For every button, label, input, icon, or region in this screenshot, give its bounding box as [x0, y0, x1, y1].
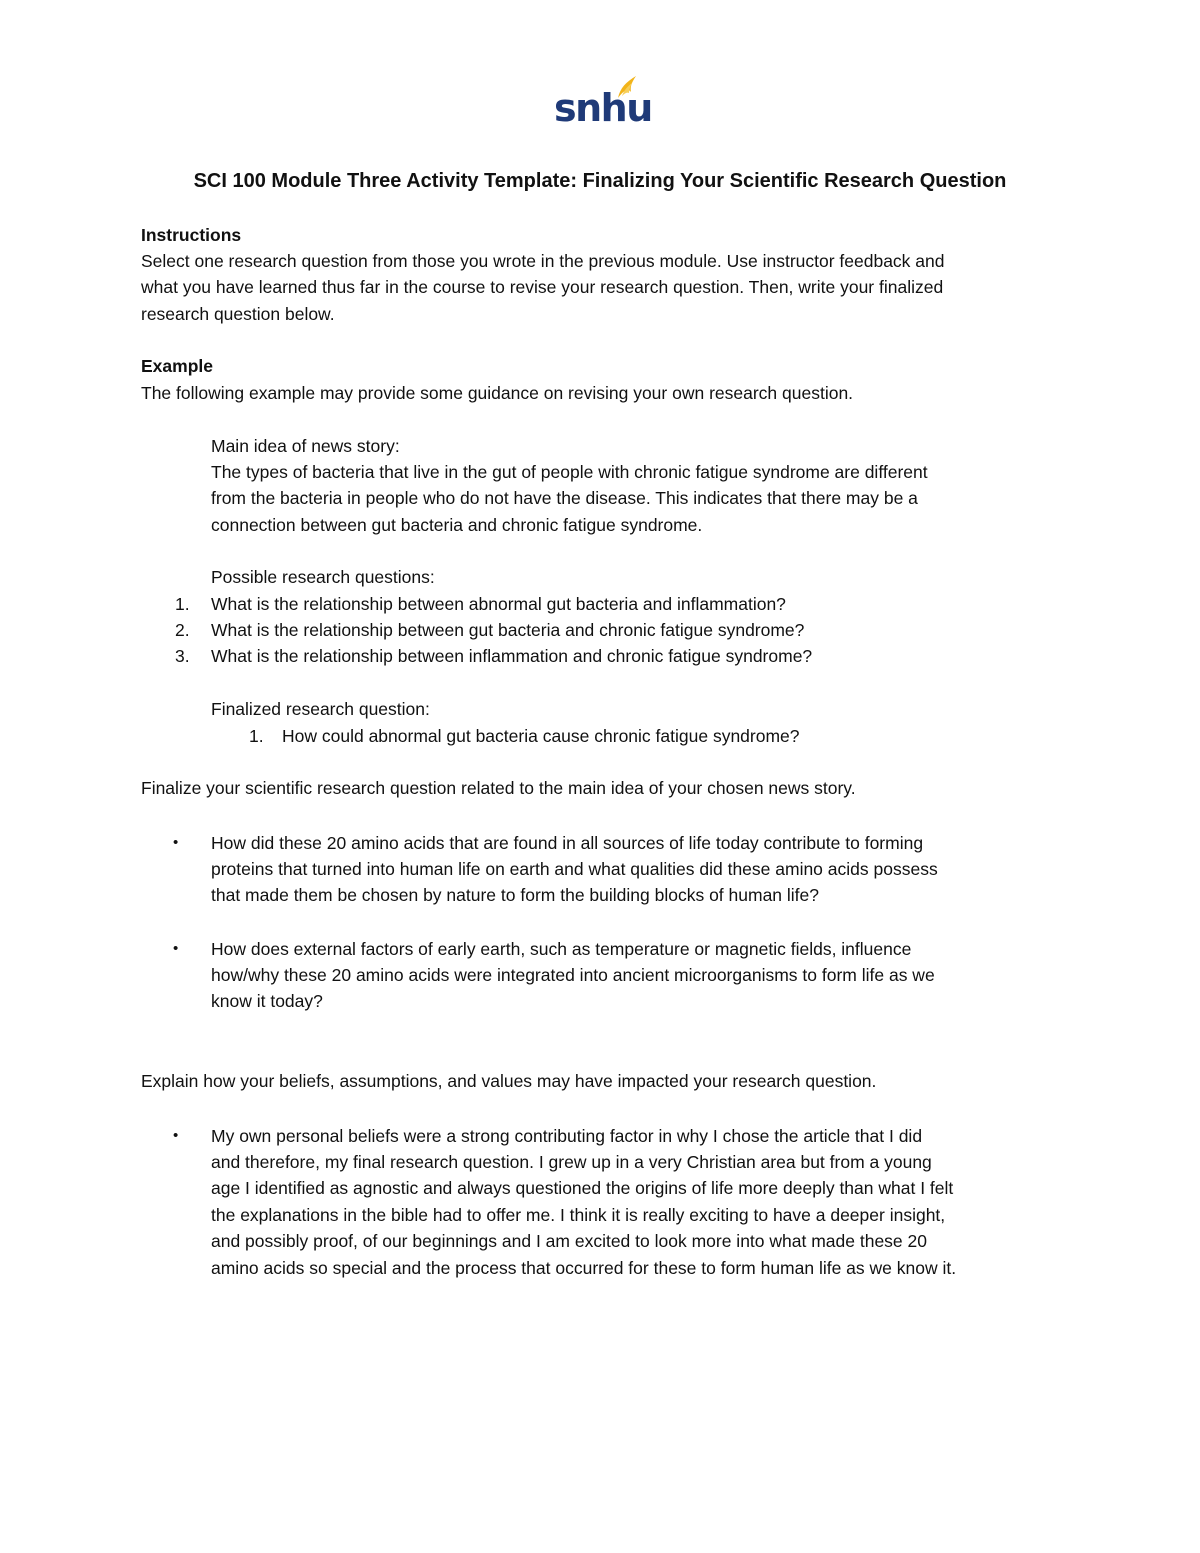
list-number: 2.: [175, 620, 190, 640]
list-number: 1.: [249, 726, 264, 746]
finalize-prompt: Finalize your scientific research question related to the main idea of your chosen news story.: [141, 778, 856, 798]
answer-line: know it today?: [211, 991, 323, 1011]
answer-line: that made them be chosen by nature to form the building blocks of human life?: [211, 885, 819, 905]
main-idea-line: from the bacteria in people who do not have the disease. This indicates that there may be a: [211, 488, 918, 508]
bullet-icon: •: [173, 1127, 179, 1144]
instructions-heading: Instructions: [141, 225, 242, 245]
answer-line: How did these 20 amino acids that are found in all sources of life today contribute to forming: [211, 833, 924, 853]
example-heading: Example: [141, 356, 213, 376]
list-number: 1.: [175, 594, 190, 614]
finalized-question-label: Finalized research question:: [211, 699, 430, 719]
possible-question: What is the relationship between gut bacteria and chronic fatigue syndrome?: [211, 620, 805, 640]
explain-prompt: Explain how your beliefs, assumptions, and values may have impacted your research question.: [141, 1071, 877, 1091]
answer-line: and possibly proof, of our beginnings and I am excited to look more into what made these 20: [211, 1231, 927, 1251]
finalized-question: How could abnormal gut bacteria cause chronic fatigue syndrome?: [282, 726, 800, 746]
answer-line: proteins that turned into human life on earth and what qualities did these amino acids possess: [211, 859, 938, 879]
bullet-icon: •: [173, 940, 179, 957]
instructions-line: what you have learned thus far in the course to revise your research question. Then, write your finalized: [141, 277, 944, 297]
instructions-line: research question below.: [141, 304, 335, 324]
page-title: SCI 100 Module Three Activity Template: Finalizing Your Scientific Research Question: [193, 170, 1007, 192]
possible-questions-label: Possible research questions:: [211, 567, 435, 587]
example-intro: The following example may provide some guidance on revising your own research question.: [141, 383, 854, 403]
answer-line: amino acids so special and the process that occurred for these to form human life as we know it.: [211, 1258, 957, 1278]
main-idea-label: Main idea of news story:: [211, 436, 400, 456]
snhu-logo: [554, 74, 652, 134]
answer-line: My own personal beliefs were a strong contributing factor in why I chose the article that I did: [211, 1126, 923, 1146]
instructions-line: Select one research question from those you wrote in the previous module. Use instructor feedback and: [141, 251, 945, 271]
main-idea-line: connection between gut bacteria and chronic fatigue syndrome.: [211, 515, 703, 535]
answer-line: and therefore, my final research question. I grew up in a very Christian area but from a young: [211, 1152, 932, 1172]
list-number: 3.: [175, 646, 190, 666]
possible-question: What is the relationship between abnormal gut bacteria and inflammation?: [211, 594, 786, 614]
bullet-icon: •: [173, 834, 179, 851]
logo-wordmark: snhu: [554, 86, 652, 130]
answer-line: how/why these 20 amino acids were integrated into ancient microorganisms to form life as we: [211, 965, 935, 985]
main-idea-line: The types of bacteria that live in the gut of people with chronic fatigue syndrome are different: [211, 462, 928, 482]
possible-question: What is the relationship between inflammation and chronic fatigue syndrome?: [211, 646, 813, 666]
answer-line: age I identified as agnostic and always questioned the origins of life more deeply than what I felt: [211, 1178, 954, 1198]
answer-line: How does external factors of early earth, such as temperature or magnetic fields, influence: [211, 939, 912, 959]
answer-line: the explanations in the bible had to offer me. I think it is really exciting to have a deeper insight,: [211, 1205, 946, 1225]
